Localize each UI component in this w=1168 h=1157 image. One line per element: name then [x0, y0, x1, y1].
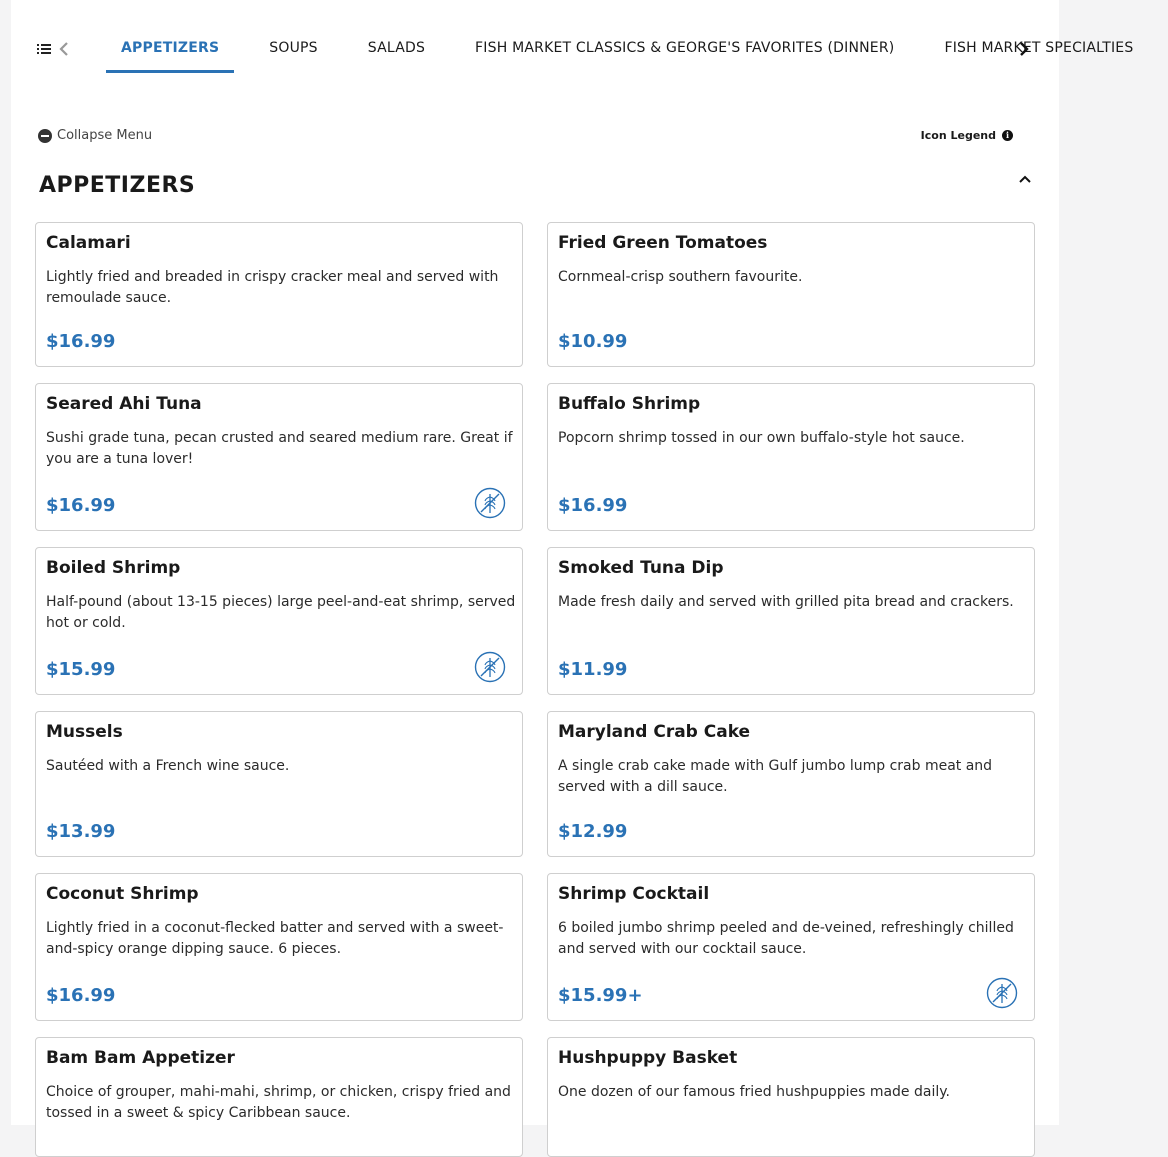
menu-item-name: Hushpuppy Basket	[558, 1048, 738, 1068]
menu-item-description: Lightly fried and breaded in crispy cracker meal and served with remoulade sauce.	[46, 269, 499, 306]
menu-item-name: Boiled Shrimp	[46, 558, 181, 578]
menu-item-card[interactable]	[547, 222, 1035, 367]
menu-item-card[interactable]	[547, 711, 1035, 857]
menu-item-description: Choice of grouper, mahi-mahi, shrimp, or chicken, crispy fried and tossed in a sweet & spicy Caribbean sauce.	[46, 1084, 511, 1121]
icon-legend-button[interactable]	[921, 129, 1013, 142]
menu-item-card[interactable]	[547, 873, 1035, 1021]
tab-list	[106, 0, 1168, 74]
menu-item-description: One dozen of our famous fried hushpuppies made daily.	[558, 1084, 950, 1100]
menu-item-name: Shrimp Cocktail	[558, 884, 710, 904]
menu-item-name: Maryland Crab Cake	[558, 722, 751, 742]
gluten-free-icon	[474, 487, 506, 519]
tab-fish-market-specialties[interactable]: FISH MARKET SPECIALTIES	[944, 40, 1134, 56]
collapse-menu-label: Collapse Menu	[57, 128, 153, 143]
menu-item-description: Sushi grade tuna, pecan crusted and seared medium rare. Great if you are a tuna lover!	[46, 430, 513, 467]
menu-item-card[interactable]	[547, 547, 1035, 695]
menu-item-name: Coconut Shrimp	[46, 884, 199, 904]
menu-item-price: $15.99	[46, 659, 116, 680]
menu-item-card[interactable]	[35, 383, 523, 531]
menu-item-card[interactable]	[35, 1037, 523, 1157]
gluten-free-icon	[474, 651, 506, 683]
menu-item-description: Popcorn shrimp tossed in our own buffalo-style hot sauce.	[558, 430, 965, 446]
menu-item-name: Fried Green Tomatoes	[558, 233, 768, 253]
category-nav	[11, 0, 1134, 74]
menu-item-card[interactable]	[35, 547, 523, 695]
menu-item-name: Calamari	[46, 233, 131, 253]
list-icon[interactable]	[37, 42, 51, 56]
menu-item-description: Sautéed with a French wine sauce.	[46, 758, 290, 774]
menu-item-price: $10.99	[558, 331, 628, 352]
menu-item-card[interactable]	[35, 711, 523, 857]
menu-item-name: Smoked Tuna Dip	[558, 558, 724, 578]
menu-item-name: Bam Bam Appetizer	[46, 1048, 235, 1068]
menu-item-description: Made fresh daily and served with grilled pita bread and crackers.	[558, 594, 1014, 610]
tabs-scroller	[106, 0, 1134, 74]
menu-page	[11, 0, 1134, 1125]
chevron-right-icon[interactable]	[1015, 39, 1033, 59]
tab-salads[interactable]: SALADS	[367, 40, 426, 56]
menu-item-description: 6 boiled jumbo shrimp peeled and de-veined, refreshingly chilled and served with our cocktail sauce.	[558, 920, 1014, 957]
chevron-left-icon[interactable]	[57, 39, 71, 59]
menu-item-description: A single crab cake made with Gulf jumbo lump crab meat and served with a dill sauce.	[558, 758, 993, 795]
menu-item-price: $15.99+	[558, 985, 643, 1006]
chevron-up-icon[interactable]	[1017, 173, 1033, 185]
menu-item-description: Half-pound (about 13-15 pieces) large peel-and-eat shrimp, served hot or cold.	[46, 594, 516, 631]
tab-fish-market-classics-george-s-favorites-dinner[interactable]: FISH MARKET CLASSICS & GEORGE'S FAVORITES (DINNER)	[475, 40, 895, 56]
menu-item-price: $16.99	[46, 331, 116, 352]
menu-item-price: $16.99	[46, 985, 116, 1006]
menu-item-price: $16.99	[558, 495, 628, 516]
menu-item-card[interactable]	[547, 383, 1035, 531]
menu-item-price: $13.99	[46, 821, 116, 842]
info-icon: i	[1002, 130, 1013, 141]
menu-item-card[interactable]	[35, 222, 523, 367]
collapse-menu-button[interactable]	[38, 128, 152, 143]
tab-soups[interactable]: SOUPS	[269, 40, 318, 56]
menu-item-name: Mussels	[46, 722, 123, 742]
menu-item-price: $12.99	[558, 821, 628, 842]
menu-item-price: $11.99	[558, 659, 628, 680]
minus-circle-icon	[38, 129, 52, 143]
tab-appetizers[interactable]: APPETIZERS	[106, 0, 234, 74]
section-title: APPETIZERS	[39, 173, 196, 198]
icon-legend-label: Icon Legend	[920, 129, 996, 142]
menu-item-name: Buffalo Shrimp	[558, 394, 701, 414]
menu-item-card[interactable]	[547, 1037, 1035, 1157]
menu-item-card[interactable]	[35, 873, 523, 1021]
gluten-free-icon	[986, 977, 1018, 1009]
menu-item-price: $16.99	[46, 495, 116, 516]
menu-item-name: Seared Ahi Tuna	[46, 394, 202, 414]
menu-item-description: Lightly fried in a coconut-flecked batter and served with a sweet-and-spicy orange dipping sauce. 6 pieces.	[46, 920, 504, 957]
menu-item-description: Cornmeal-crisp southern favourite.	[558, 269, 803, 285]
